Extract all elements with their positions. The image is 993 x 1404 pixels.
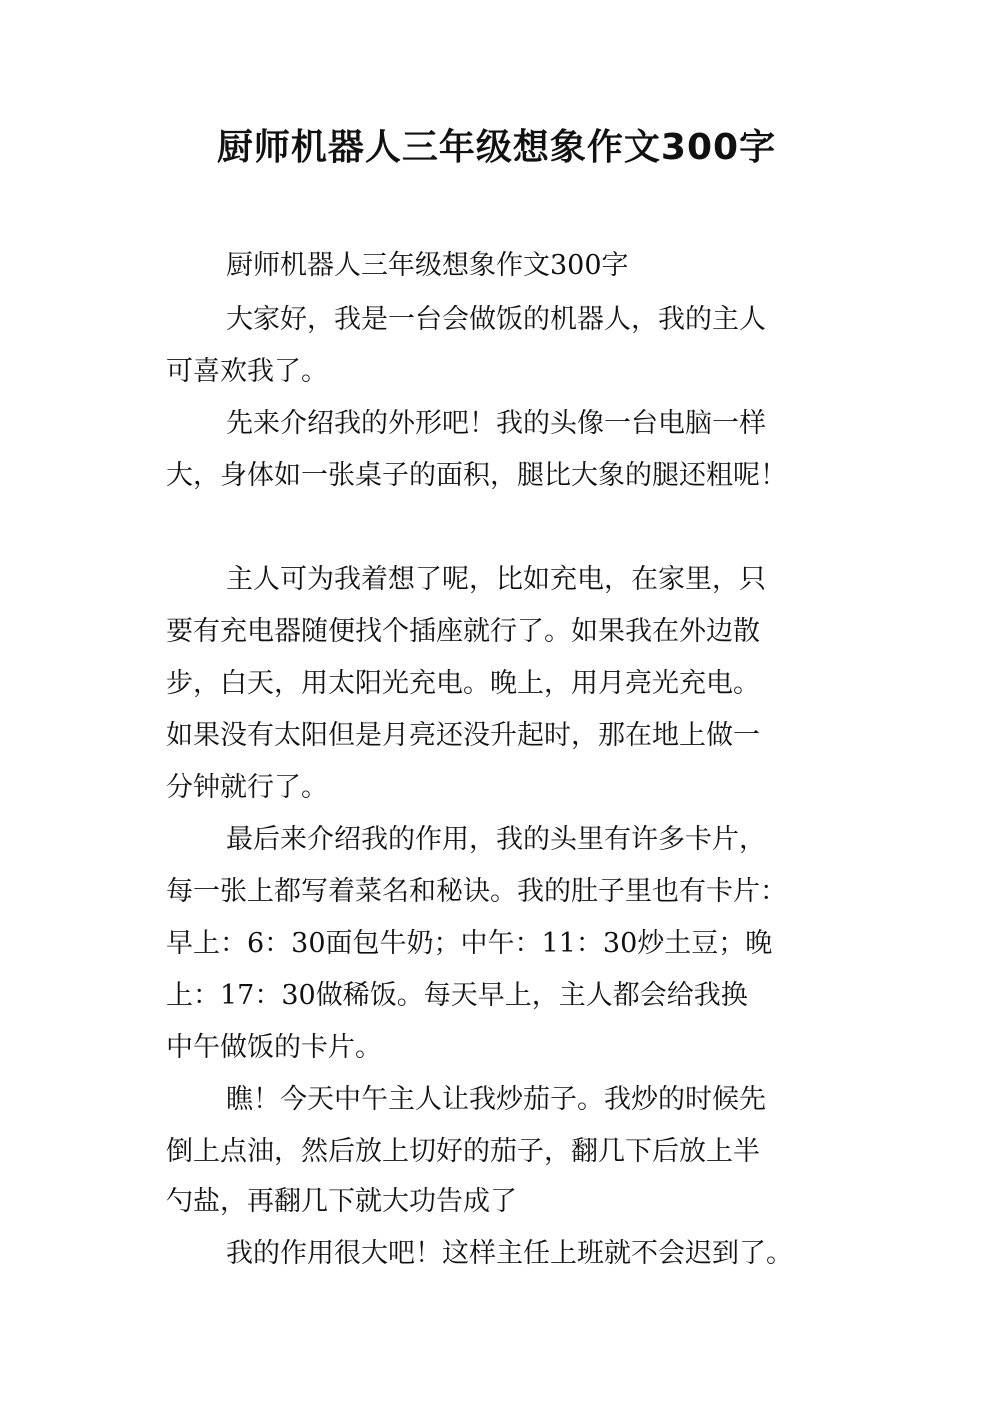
text-line: 如果没有太阳但是月亮还没升起时，那在地上做一 bbox=[166, 720, 760, 751]
text-line: 瞧！今天中午主人让我炒茄子。我炒的时候先 bbox=[226, 1084, 766, 1115]
text-line: 中午做饭的卡片。 bbox=[166, 1032, 382, 1063]
text-line: 分钟就行了。 bbox=[166, 772, 328, 803]
text-line: 勺盐，再翻几下就大功告成了 bbox=[166, 1186, 517, 1217]
text-line: 主人可为我着想了呢，比如充电，在家里，只 bbox=[226, 564, 766, 595]
text-line: 厨师机器人三年级想象作文300字 bbox=[226, 250, 629, 281]
text-line: 大，身体如一张桌子的面积，腿比大象的腿还粗呢！ bbox=[166, 460, 787, 491]
text-line: 我的作用很大吧！这样主任上班就不会迟到了。 bbox=[226, 1238, 793, 1269]
text-line: 步，白天，用太阳光充电。晚上，用月亮光充电。 bbox=[166, 668, 760, 699]
text-line: 早上：6：30面包牛奶；中午：11：30炒土豆；晚 bbox=[166, 928, 773, 959]
text-line: 倒上点油，然后放上切好的茄子，翻几下后放上半 bbox=[166, 1136, 760, 1167]
document-title: 厨师机器人三年级想象作文300字 bbox=[216, 127, 777, 168]
text-line: 可喜欢我了。 bbox=[166, 356, 328, 387]
text-line: 大家好，我是一台会做饭的机器人，我的主人 bbox=[226, 304, 766, 335]
text-line: 每一张上都写着菜名和秘诀。我的肚子里也有卡片： bbox=[166, 876, 787, 907]
text-line: 最后来介绍我的作用，我的头里有许多卡片， bbox=[226, 824, 766, 855]
text-line: 先来介绍我的外形吧！我的头像一台电脑一样 bbox=[226, 408, 766, 439]
text-line: 要有充电器随便找个插座就行了。如果我在外边散 bbox=[166, 616, 760, 647]
text-line: 上：17：30做稀饭。每天早上，主人都会给我换 bbox=[166, 980, 748, 1011]
